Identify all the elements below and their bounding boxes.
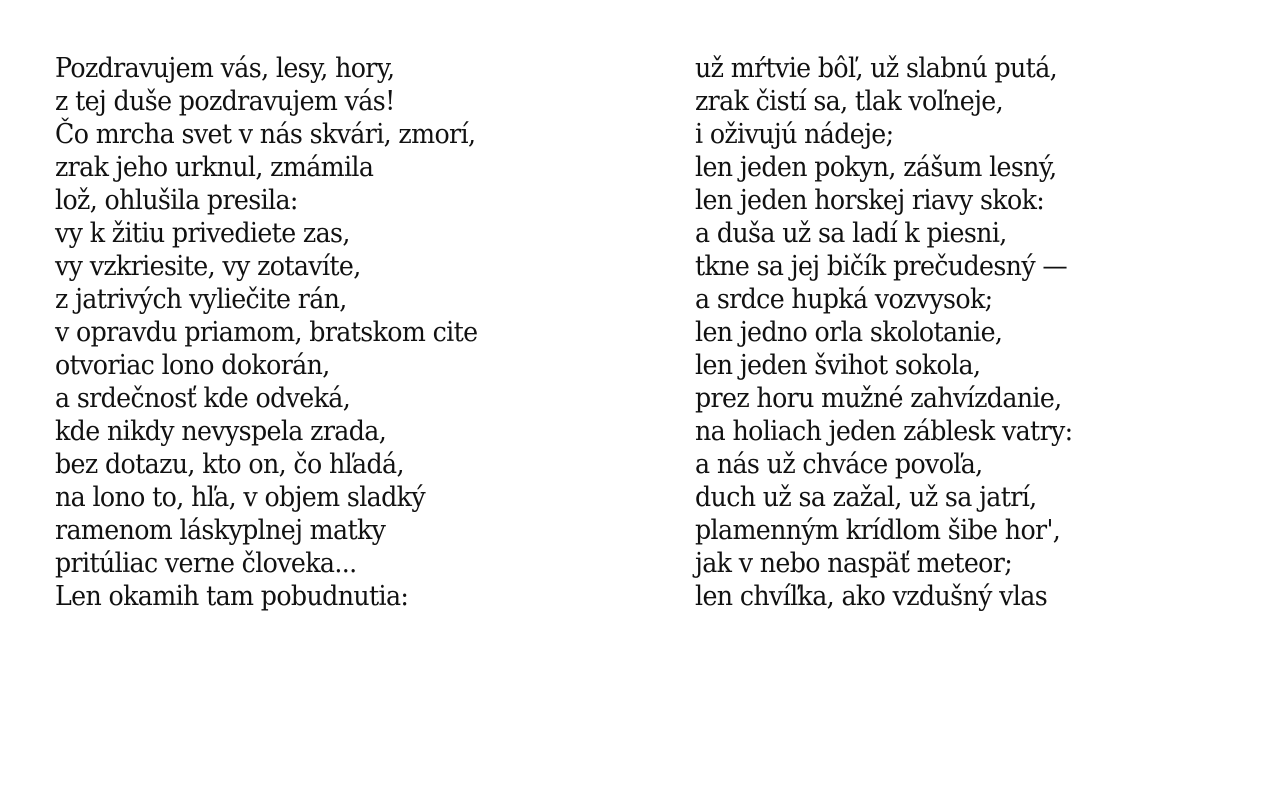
poem-line: kde nikdy nevyspela zrada, <box>55 415 387 447</box>
poem-line: v opravdu priamom, bratskom cite <box>55 316 478 348</box>
poem-line: duch už sa zažal, už sa jatrí, <box>695 481 1037 513</box>
poem-line: otvoriac lono dokorán, <box>55 349 330 381</box>
poem-line: z jatrivých vyliečite rán, <box>55 283 347 315</box>
poem-line: prez horu mužné zahvízdanie, <box>695 382 1062 414</box>
poem-line: už mŕtvie bôľ, už slabnú putá, <box>695 52 1058 84</box>
poem-line: a nás už chváce povoľa, <box>695 448 983 480</box>
poem-line: na holiach jeden záblesk vatry: <box>695 415 1073 447</box>
poem-line: pritúliac verne človeka... <box>55 547 357 579</box>
poem-line: tkne sa jej bičík prečudesný — <box>695 250 1068 282</box>
poem-line: jak v nebo naspäť meteor; <box>695 547 1013 579</box>
poem-line: len jedno orla skolotanie, <box>695 316 1003 348</box>
poem-column-left <box>55 52 655 613</box>
poem-line: Len okamih tam pobudnutia: <box>55 580 409 612</box>
poem-line: a duša už sa ladí k piesni, <box>695 217 1007 249</box>
poem-line: len jeden švihot sokola, <box>695 349 981 381</box>
poem-line: na lono to, hľa, v objem sladký <box>55 481 425 513</box>
poem-line: zrak čistí sa, tlak voľneje, <box>695 85 1004 117</box>
poem-line: plamenným krídlom šibe hor', <box>695 514 1061 546</box>
poem-line: vy k žitiu privediete zas, <box>55 217 350 249</box>
poem-line: i oživujú nádeje; <box>695 118 894 150</box>
poem-line: vy vzkriesite, vy zotavíte, <box>55 250 361 282</box>
poem-line: Pozdravujem vás, lesy, hory, <box>55 52 395 84</box>
poem-line: len chvíľka, ako vzdušný vlas <box>695 580 1048 612</box>
poem-line: Čo mrcha svet v nás skvári, zmorí, <box>55 118 476 150</box>
poem-line: zrak jeho urknul, zmámila <box>55 151 374 183</box>
poem-line: len jeden pokyn, zášum lesný, <box>695 151 1057 183</box>
poem-line: z tej duše pozdravujem vás! <box>55 85 395 117</box>
poem-line: ramenom láskyplnej matky <box>55 514 386 546</box>
poem-line: lož, ohlušila presila: <box>55 184 298 216</box>
poem-line: bez dotazu, kto on, čo hľadá, <box>55 448 404 480</box>
poem-line: a srdečnosť kde odveká, <box>55 382 351 414</box>
poem-line: len jeden horskej riavy skok: <box>695 184 1045 216</box>
poem-line: a srdce hupká vozvysok; <box>695 283 993 315</box>
poem-column-right <box>695 52 1280 613</box>
